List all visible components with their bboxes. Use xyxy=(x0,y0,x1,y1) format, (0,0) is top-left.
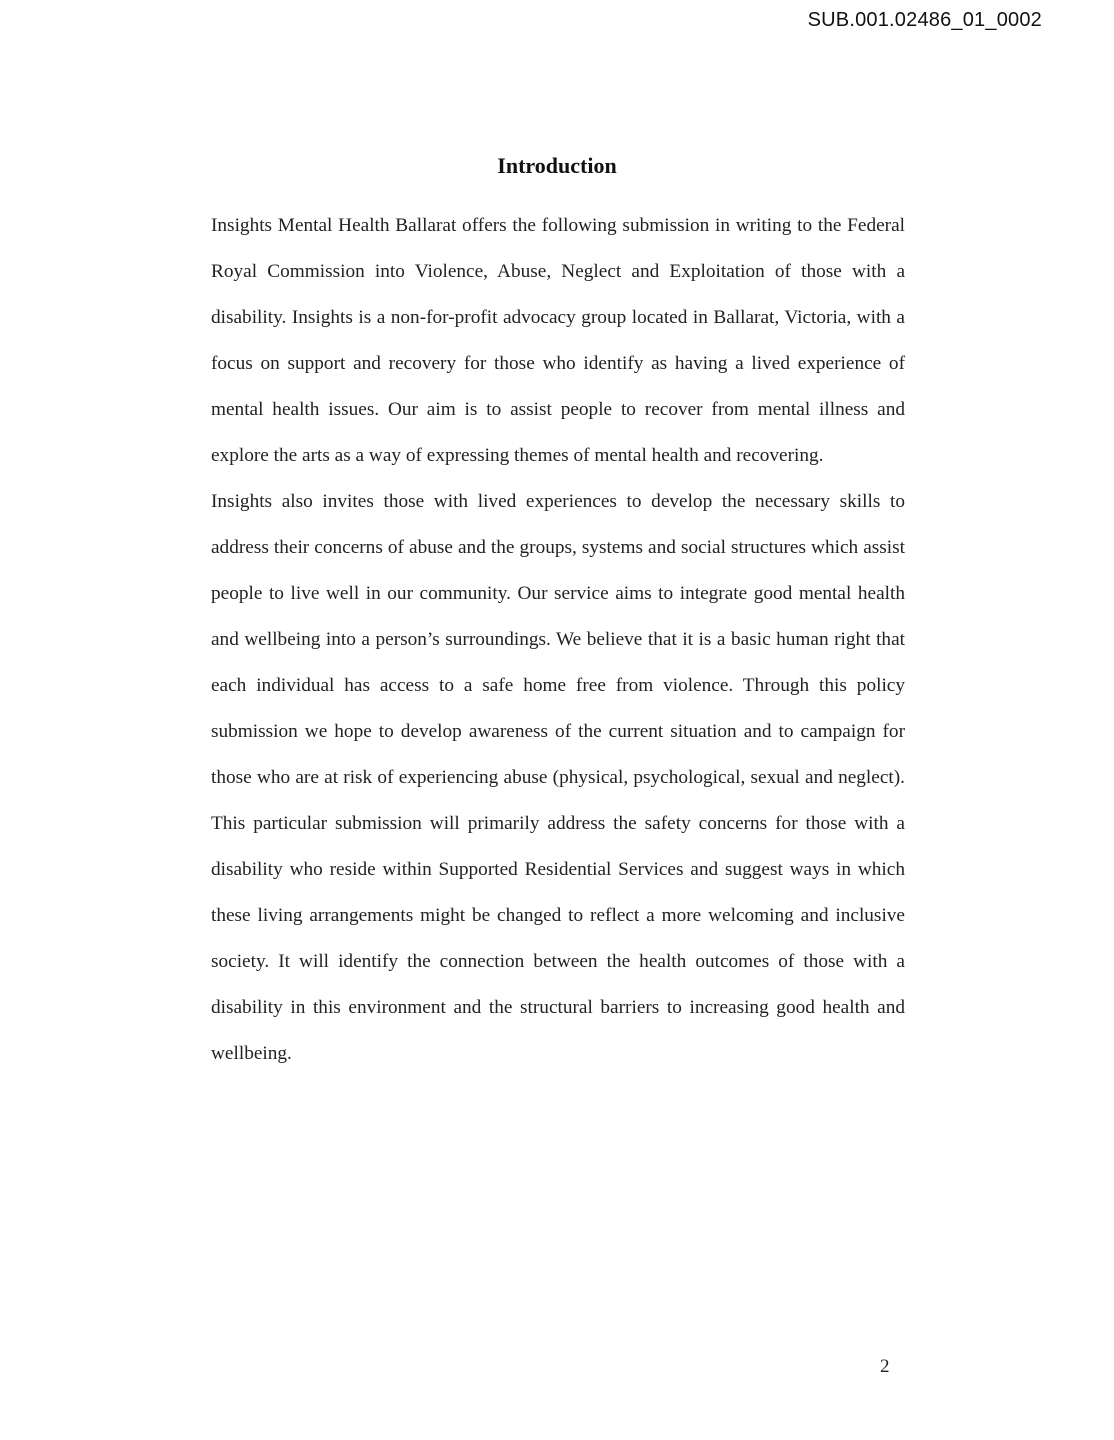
page-title: Introduction xyxy=(497,153,617,178)
paragraph-invites: Insights also invites those with lived experiences to develop the necessary skills to address their concerns of abuse and the groups, systems and social structures which assist people to live well in our community. Our service aims to integrate good mental health and wellbeing into a person’s surroundings. We believe that it is a basic human right that each individual has access to a safe home free from violence. Through this policy submission we hope to develop awareness of the current situation and to campaign for those who are at risk of experiencing abuse (physical, psychological, sexual and neglect). This particular submission will primarily address the safety concerns for those with a disability who reside within Supported Residential Services and suggest ways in which these living arrangements might be changed to reflect a more welcoming and inclusive society. It will identify the connection between the health outcomes of those with a disability in this environment and the structural barriers to increasing good health and wellbeing. xyxy=(211,491,905,1064)
document-id: SUB.001.02486_01_0002 xyxy=(807,9,1042,31)
body-text xyxy=(211,203,905,1077)
page-number: 2 xyxy=(880,1356,890,1377)
paragraph-intro: Insights Mental Health Ballarat offers the following submission in writing to the Federal Royal Commission into Violence, Abuse, Neglect and Exploitation of those with a disability. Insights is a non-for-profit advocacy group located in Ballarat, Victoria, with a focus on support and recovery for those who identify as having a lived experience of mental health issues. Our aim is to assist people to recover from mental illness and explore the arts as a way of expressing themes of mental health and recovering. xyxy=(211,215,905,466)
